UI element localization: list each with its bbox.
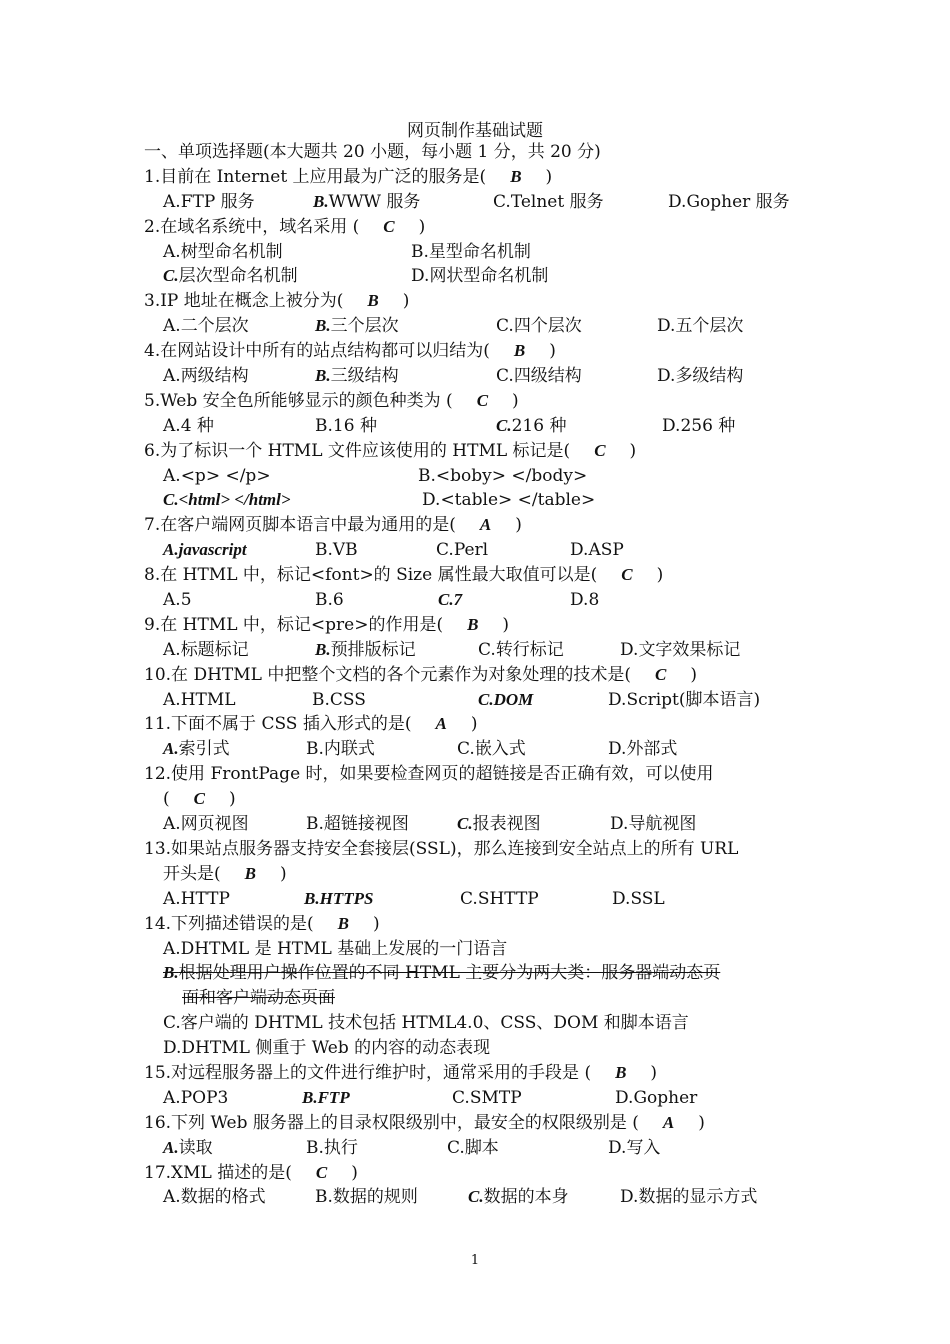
option [570, 588, 599, 613]
option-key: B. [312, 689, 330, 710]
option-row [144, 1011, 824, 1036]
option [468, 1185, 569, 1210]
option-text: 6 [332, 590, 344, 611]
option-key: B. [315, 415, 333, 436]
option-row [144, 488, 824, 513]
answer-mark: A [662, 1112, 675, 1132]
option-key: D. [657, 366, 676, 387]
question-text: 14.下列描述错误的是( [144, 913, 314, 934]
option-text: 7 [453, 590, 463, 610]
option [460, 887, 539, 912]
answer-close: ) [373, 913, 380, 934]
question-stem [144, 215, 824, 240]
option [163, 887, 230, 912]
question-stem [144, 289, 824, 314]
option-text: 数据的规则 [332, 1187, 418, 1208]
option-row [144, 414, 824, 439]
option [163, 264, 298, 289]
option-text: WWW 服务 [328, 191, 421, 212]
option [422, 488, 595, 513]
question-text: 8.在 HTML 中，标记<font>的 Size 属性最大取值可以是( [144, 565, 598, 586]
question-stem [144, 837, 824, 862]
option [411, 264, 548, 289]
option-text: 两级结构 [180, 366, 249, 387]
option-text: 216 种 [511, 415, 567, 436]
option-text: VB [332, 540, 358, 561]
question-text: 9.在 HTML 中，标记<pre>的作用是( [144, 614, 444, 635]
option [608, 1136, 660, 1161]
option-key: C. [496, 366, 514, 387]
option-text: 二个层次 [180, 316, 249, 337]
question-text: 15.对远程服务器上的文件进行维护时，通常采用的手段是 ( [144, 1062, 592, 1083]
page-number: 1 [470, 1253, 480, 1268]
option-text: 读取 [178, 1137, 213, 1158]
answer-close: ) [545, 166, 553, 187]
option-text: 执行 [323, 1137, 358, 1158]
option-key: B. [315, 639, 331, 659]
answer-close: ) [512, 390, 519, 411]
option-text: 四个层次 [513, 316, 582, 337]
answer-mark: C [476, 390, 489, 410]
option-row [144, 538, 824, 563]
question-stem [144, 513, 824, 538]
option [315, 1185, 418, 1210]
option-text: 报表视图 [472, 814, 541, 835]
option [608, 688, 760, 713]
question-text: 16.下列 Web 服务器上的目录权限级别中，最安全的权限级别是 ( [144, 1112, 639, 1133]
option-key: C. [163, 490, 179, 510]
option [315, 314, 399, 339]
option-key: C. [436, 540, 454, 561]
option [306, 1136, 358, 1161]
question-stem [144, 339, 824, 364]
answer-close: ) [351, 1162, 358, 1183]
question-text: 17.XML 描述的是( [144, 1162, 292, 1183]
option-text: D.DHTML 侧重于 Web 的内容的动态表现 [163, 1038, 491, 1059]
option-row [144, 812, 824, 837]
question-stem [144, 439, 824, 464]
option-text: 文字效果标记 [638, 639, 741, 660]
answer-mark: C [654, 664, 667, 684]
option-key: A. [163, 316, 181, 337]
option-key: A. [163, 1137, 179, 1157]
option-key: A. [163, 689, 181, 710]
option-text: 网页视图 [180, 814, 249, 835]
option-row [144, 240, 824, 265]
option-key: D. [411, 266, 430, 287]
question-stem [144, 1161, 824, 1186]
question-text: ( [163, 789, 170, 810]
option-row [144, 887, 824, 912]
answer-close: ) [279, 863, 287, 884]
option-text: 面和客户端动态页面 [182, 988, 335, 1009]
option-text: Perl [453, 540, 489, 561]
answer-close: ) [228, 789, 236, 810]
question-stem [144, 613, 824, 638]
option-text: 超链接视图 [323, 814, 409, 835]
option [163, 737, 230, 762]
option-row [144, 1086, 824, 1111]
option-text: 导航视图 [628, 814, 697, 835]
option [657, 364, 743, 389]
option [657, 314, 743, 339]
option-key: D. [662, 415, 681, 436]
option [478, 638, 564, 663]
answer-mark: C [594, 440, 606, 460]
answer-close: ) [690, 664, 697, 685]
option-key: C. [457, 739, 475, 760]
answer-close: ) [650, 1062, 658, 1083]
option [452, 1086, 522, 1111]
question-list [144, 140, 824, 1210]
answer-mark: B [337, 913, 350, 933]
option-key: A. [163, 590, 181, 611]
option [315, 638, 416, 663]
option-key: A. [163, 1087, 181, 1108]
option-key: D. [620, 1187, 639, 1208]
option-text: javascript [178, 540, 247, 560]
option-key: B. [306, 814, 324, 835]
answer-mark: B [513, 341, 526, 361]
question-stem [144, 563, 824, 588]
question-stem [144, 389, 824, 414]
option-key: C. [468, 1187, 484, 1207]
question-text: 6.为了标识一个 HTML 文件应该使用的 HTML 标记是( [144, 440, 571, 461]
option-text: 5 [180, 590, 192, 611]
option-key: B. [315, 590, 333, 611]
option [411, 240, 531, 265]
option-text: HTML [180, 689, 236, 710]
option-key: C. [478, 689, 494, 709]
question-text: 2.在域名系统中，域名采用 ( [144, 216, 360, 237]
question-stem [144, 762, 824, 787]
option-key: B. [304, 888, 320, 908]
option-text: 树型命名机制 [180, 241, 283, 262]
option [163, 538, 247, 563]
option [163, 1136, 213, 1161]
answer-mark: C [621, 565, 633, 585]
option-text: 层次型命名机制 [178, 266, 298, 287]
option-text: POP3 [180, 1087, 229, 1108]
option-key: A. [163, 241, 181, 262]
option-text: FTP 服务 [180, 191, 255, 212]
question-text: 1.目前在 Internet 上应用最为广泛的服务是( [144, 166, 487, 187]
option-text: SMTP [469, 1087, 522, 1108]
option-key: B. [163, 963, 179, 983]
option-text: 多级结构 [675, 366, 744, 387]
question-stem [144, 712, 824, 737]
answer-mark: B [244, 863, 256, 883]
option-text: 标题标记 [180, 639, 249, 660]
option-text: 嵌入式 [474, 739, 526, 760]
option-row [144, 588, 824, 613]
option [668, 190, 790, 215]
option [496, 314, 582, 339]
option-key: B. [315, 316, 331, 336]
option-text: <boby> </body> [435, 465, 588, 486]
option [447, 1136, 499, 1161]
option-text: Gopher 服务 [686, 191, 790, 212]
answer-mark: A [435, 714, 447, 734]
option [315, 364, 399, 389]
option-row [144, 190, 824, 215]
option-key: B. [315, 366, 331, 386]
option-row [144, 688, 824, 713]
option-text: 脚本 [464, 1137, 499, 1158]
option [496, 364, 582, 389]
option-row [144, 638, 824, 663]
question-stem-continued [144, 862, 824, 887]
option-key: D. [612, 888, 631, 909]
option-key: D. [570, 590, 589, 611]
option [163, 812, 249, 837]
question-text: 7.在客户端网页脚本语言中最为通用的是( [144, 515, 456, 536]
option-text: 外部式 [626, 739, 678, 760]
answer-mark: B [510, 166, 522, 186]
option-text: 三个层次 [330, 316, 399, 337]
option-text: DOM [493, 689, 534, 709]
answer-mark: B [615, 1062, 627, 1082]
option-text: 数据的格式 [180, 1187, 266, 1208]
option [610, 812, 696, 837]
question-stem [144, 165, 824, 190]
option-text: Gopher [633, 1087, 698, 1108]
option-row [144, 737, 824, 762]
option-key: A. [163, 191, 181, 212]
option-row [144, 1136, 824, 1161]
option-text: SHTTP [477, 888, 539, 909]
option [163, 240, 283, 265]
option-key: B. [302, 1087, 318, 1107]
option-text: Script(脚本语言) [626, 689, 761, 710]
option-key: A. [163, 366, 181, 387]
option [620, 638, 740, 663]
option-text: Telnet 服务 [510, 191, 604, 212]
option [662, 414, 735, 439]
option-key: A. [163, 540, 179, 560]
option-row [144, 1036, 824, 1061]
option [163, 190, 255, 215]
question-text: 13.如果站点服务器支持安全套接层(SSL)，那么连接到安全站点上的所有 URL [144, 838, 739, 859]
page-title: 网页制作基础试题 [407, 121, 543, 141]
option-key: D. [608, 739, 627, 760]
option-text: 五个层次 [675, 316, 744, 337]
option-key: C. [447, 1137, 465, 1158]
option-text: C.客户端的 DHTML 技术包括 HTML4.0、CSS、DOM 和脚本语言 [163, 1013, 689, 1034]
option [163, 464, 271, 489]
option [163, 414, 214, 439]
option-text: 数据的显示方式 [638, 1187, 758, 1208]
option-key: D. [608, 689, 627, 710]
option-key: A. [163, 1187, 181, 1208]
answer-mark: C [383, 216, 395, 236]
question-stem [144, 663, 824, 688]
option-text: HTTP [180, 888, 230, 909]
option-key: A. [163, 465, 181, 486]
option-key: A. [163, 888, 181, 909]
option-key: B. [315, 540, 333, 561]
option-key: A. [163, 814, 181, 835]
option [313, 190, 420, 215]
option [478, 688, 533, 713]
option-text: <table> </table> [440, 490, 596, 511]
option-text: CSS [329, 689, 366, 710]
option [163, 1185, 266, 1210]
option-text: 四级结构 [513, 366, 582, 387]
question-text: 11.下面不属于 CSS 插入形式的是( [144, 714, 412, 735]
question-text: 10.在 DHTML 中把整个文档的各个元素作为对象处理的技术是( [144, 664, 631, 685]
option-text: HTTPS [319, 888, 374, 908]
option-text: 4 种 [180, 415, 214, 436]
option-key: C. [496, 316, 514, 337]
option [620, 1185, 757, 1210]
option [163, 488, 291, 513]
option-text: 内联式 [323, 739, 375, 760]
option-key: B. [418, 465, 436, 486]
answer-close: ) [656, 565, 664, 586]
question-text: 12.使用 FrontPage 时，如果要检查网页的超链接是否正确有效，可以使用 [144, 764, 714, 785]
option-key: D. [620, 639, 639, 660]
option-text: 转行标记 [495, 639, 564, 660]
answer-mark: B [367, 291, 379, 311]
option [306, 812, 409, 837]
option-key: C. [457, 814, 473, 834]
option-text: 星型命名机制 [428, 241, 531, 262]
option-text: 索引式 [178, 739, 230, 760]
option-key: C. [452, 1087, 470, 1108]
option-text: ASP [588, 540, 624, 561]
option-text: B.根据处理用户操作位置的不同 HTML 主要分为两大类：服务器端动态页 [163, 963, 721, 984]
option-key: B. [313, 191, 329, 211]
option [615, 1086, 697, 1111]
option-key: B. [411, 241, 429, 262]
answer-close: ) [698, 1112, 705, 1133]
option-key: D. [570, 540, 589, 561]
option [418, 464, 587, 489]
option-row [144, 937, 824, 962]
option [570, 538, 624, 563]
option-text: 写入 [626, 1137, 661, 1158]
option-key: D. [657, 316, 676, 337]
option [612, 887, 665, 912]
answer-close: ) [470, 714, 478, 735]
option [163, 1086, 228, 1111]
question-text: 4.在网站设计中所有的站点结构都可以归结为( [144, 341, 490, 362]
option-key: C. [493, 191, 511, 212]
option-key: D. [615, 1087, 634, 1108]
option [302, 1086, 350, 1111]
option [163, 638, 249, 663]
option-row [144, 1185, 824, 1210]
option [315, 538, 358, 563]
answer-close: ) [418, 216, 426, 237]
option [457, 812, 541, 837]
option-text: 预排版标记 [330, 639, 416, 660]
question-stem-continued [144, 787, 824, 812]
option [304, 887, 373, 912]
option-key: B. [306, 739, 324, 760]
option [306, 737, 375, 762]
option-key: C. [163, 266, 179, 286]
option-text: 网状型命名机制 [429, 266, 549, 287]
option [493, 190, 604, 215]
option-key: A. [163, 739, 179, 759]
answer-close: ) [549, 341, 556, 362]
answer-close: ) [402, 291, 410, 312]
option-row [144, 264, 824, 289]
answer-close: ) [515, 515, 522, 536]
option-key: B. [306, 1137, 324, 1158]
option-key: B. [315, 1187, 333, 1208]
option [163, 364, 249, 389]
option [163, 688, 236, 713]
option-text: 16 种 [332, 415, 377, 436]
option-text: 8 [588, 590, 600, 611]
option [608, 737, 677, 762]
option-row [144, 314, 824, 339]
option-key: A. [163, 415, 181, 436]
option [457, 737, 526, 762]
option [496, 414, 566, 439]
option-key: C. [438, 590, 454, 610]
option [436, 538, 488, 563]
option-key: C. [460, 888, 478, 909]
option-key: A. [163, 639, 181, 660]
option-text: 三级结构 [330, 366, 399, 387]
question-stem [144, 1061, 824, 1086]
answer-mark: B [467, 614, 479, 634]
option-row [144, 464, 824, 489]
question-text: 3.IP 地址在概念上被分为( [144, 291, 344, 312]
option-text: 数据的本身 [483, 1187, 569, 1208]
option-row [144, 961, 824, 986]
option-key: D. [422, 490, 441, 511]
option-text: A.DHTML 是 HTML 基础上发展的一门语言 [163, 938, 508, 959]
answer-close: ) [502, 614, 510, 635]
option [315, 414, 377, 439]
option-text: <p> </p> [180, 465, 271, 486]
option [163, 314, 249, 339]
section-heading: 一、单项选择题(本大题共 20 小题，每小题 1 分，共 20 分) [144, 142, 601, 162]
option [438, 588, 462, 613]
option-key: D. [608, 1137, 627, 1158]
option [312, 688, 366, 713]
answer-mark: C [193, 789, 205, 809]
question-text: 5.Web 安全色所能够显示的颜色种类为 ( [144, 390, 453, 411]
answer-mark: C [315, 1162, 328, 1182]
option-text: 256 种 [680, 415, 736, 436]
option [315, 588, 344, 613]
option-key: D. [610, 814, 629, 835]
option-key: D. [668, 191, 687, 212]
answer-mark: A [479, 515, 492, 535]
answer-close: ) [629, 440, 637, 461]
option-key: C. [478, 639, 496, 660]
question-text: 开头是( [163, 863, 221, 884]
option-text: FTP [317, 1087, 350, 1107]
option-text: SSL [630, 888, 665, 909]
option-row [144, 364, 824, 389]
option-key: C. [496, 415, 512, 435]
option-text: <html> </html> [178, 490, 291, 510]
question-stem [144, 912, 824, 937]
option-row [144, 986, 824, 1011]
question-stem [144, 1111, 824, 1136]
option [163, 588, 192, 613]
